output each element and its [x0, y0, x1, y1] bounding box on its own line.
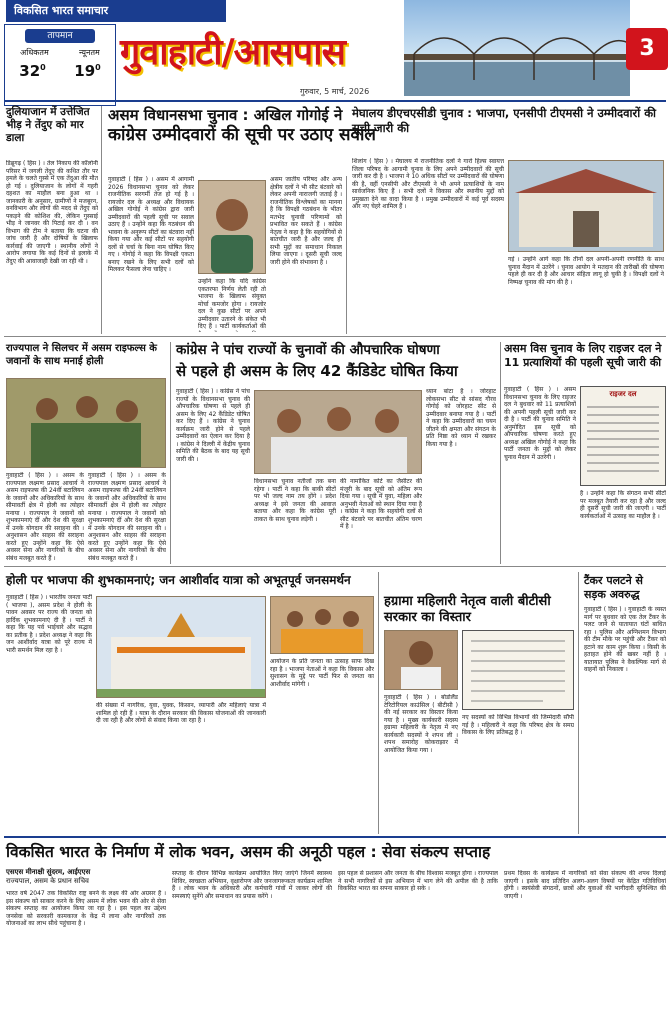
article-gogoi-body-1: गुवाहाटी ( हिंस ) । असम में आगामी 2026 विधानसभा चुनाव को लेकर राजनीतिक सरगर्मी तेज हो गई है । रायजोर दल के अध्यक्ष और विधायक अखिल गोगोई ने कांग्रेस द्वारा जारी उम्मीदवारों की पहली सूची पर सवाल उठाए हैं । उन्होंने कहा कि गठबंधन की भावना के अनुरूप सीटों का बंटवारा नहीं किया गया और कई सीटों पर सहयोगी दलों से चर्चा के बिना नाम घोषित किए गए । गोगोई ने कहा कि विपक्षी एकता बनाए रखने के लिए सभी दलों को मिलकर फैसला लेना चाहिए ।	[108, 176, 194, 273]
article-btc-headline: हग्रामा महिलारी नेतृत्व वाली बीटीसी सरकार का विस्तार	[384, 594, 551, 625]
article-gogoi-headline-1: असम विधानसभा चुनाव : अखिल गोगोई ने	[108, 106, 343, 124]
btc-notice-image	[462, 630, 574, 710]
article-congress-body-2: विधानसभा चुनाव नतीजों तक बना रहेगा । पार्टी ने कहा कि बाकी सीटों पर भी जल्द नाम तय होंगे । प्रदेश अध्यक्ष ने इसे जनता की आवाज बताया और कहा कि कांग्रेस पूरी ताकत के साथ चुनाव लड़ेगी ।	[254, 478, 336, 523]
article-congress-body-4: ध्यान बांटा है । जोरहाट लोकसभा सीट से सांसद गौरव गोगोई को जोरहाट सीट से उम्मीदवार बनाया गया है । पार्टी ने कहा कि उम्मीदवारों का चयन जीतने की क्षमता और संगठन के प्रति निष्ठा को ध्यान में रखकर किया गया है ।	[426, 388, 496, 448]
article-gogoi-headline-2: कांग्रेस उम्मीदवारों की सूची पर उठाए सवाल	[108, 125, 376, 145]
column-rule	[378, 572, 379, 834]
article-governor-body: गुवाहाटी ( हिंस ) । असम के राज्यपाल लक्ष्मण प्रसाद आचार्य ने असम राइफल्स की 24वीं बटालियन के जवानों और अधिकारियों के साथ सीमावर्ती क्षेत्र में होली का त्योहार मनाया । राज्यपाल ने जवानों को शुभकामनाएं दीं और देश की सुरक्षा में उनके योगदान की सराहना की । अनुशासन और साहस की सराहना करते हुए उन्होंने कहा कि ऐसे अवसर सेना और नागरिकों के बीच संबंध मजबूत करते हैं ।	[6, 472, 84, 562]
article-bjp-body-3: आयोजन के प्रति जनता का उत्साह साफ दिख रहा है । भाजपा नेताओं ने कहा कि विकास और सुशासन के मुद्दे पर पार्टी फिर से जनता का आशीर्वाद मांगेगी ।	[270, 658, 374, 688]
article-governor-headline: राज्यपाल ने सिलचर में असम राइफल्स के जवानों के साथ मनाई होली	[6, 343, 157, 367]
governor-photo	[6, 378, 166, 468]
bridge-photo	[404, 0, 630, 96]
article-gogoi-body-2: उन्होंने कहा कि यदि कांग्रेस एकतरफा निर्णय लेती रही तो भाजपा के खिलाफ संयुक्त मोर्चा कमजोर होगा । रायजोर दल ने कुछ सीटों पर अपने उम्मीदवार उतारने के संकेत भी दिए हैं । पार्टी कार्यकर्ताओं की	[198, 278, 266, 330]
bjp-building-photo	[96, 596, 266, 698]
notice-title: राइजर दल	[609, 390, 637, 398]
max-temp: $32^0$	[19, 62, 46, 80]
weather-title: तापमान	[25, 29, 95, 43]
min-label: न्यूनतम	[79, 48, 100, 57]
meghalaya-building-photo	[508, 160, 664, 252]
column-rule	[578, 572, 579, 834]
article-meghalaya-headline: मेघालय डीएचएसीडी चुनाव : भाजपा, एनसीपी टीएमसी ने उम्मीदवारों की सूची जारी की	[352, 106, 657, 135]
article-btc-body-2: नए सदस्यों को विभिन्न विभागों की जिम्मेदारी सौंपी गई है । महिलारी ने कहा कि परिषद क्षेत्र के समग्र विकास के लिए प्रतिबद्ध है ।	[462, 714, 574, 736]
article-congress-headline-2: से पहले ही असम के लिए 42 कैंडिडेट घोषित किया	[176, 362, 458, 380]
article-lokbhavan-body-2: सप्ताह के दौरान विभिन्न कार्यक्रम आयोजित किए जाएंगे जिनमें स्वास्थ्य शिविर, स्वच्छता अभियान, वृक्षारोपण और जनजागरूकता कार्यक्रम शामिल हैं । लोक भवन के अधिकारी और कर्मचारी गांवों में जाकर लोगों की समस्याएं सुनेंगे और समाधान का प्रयास करेंगे ।	[172, 870, 332, 900]
section-rule	[4, 336, 666, 337]
article-lokbhavan-byline: एसएस मीनाक्षी सुंदरम, आईएएस राज्यपाल, असम के प्रधान सचिव	[6, 868, 91, 885]
column-rule	[101, 106, 102, 334]
article-raijor-body: गुवाहाटी ( हिंस ) । असम विधानसभा चुनाव के लिए राइजर दल ने बुधवार को 11 प्रत्याशियों की अपनी पहली सूची जारी कर दी है । पार्टी की चुनाव समिति ने अनुमोदित इस सूची को औपचारिक घोषणा करते हुए अध्यक्ष अखिल गोगोई ने कहा कि पार्टी जनता के मुद्दों को लेकर चुनाव मैदान में उतरेगी ।	[504, 386, 576, 461]
article-raijor-headline: असम विस चुनाव के लिए राइजर दल ने 11 प्रत्याशियों की पहली सूची जारी की	[504, 342, 662, 369]
section-rule	[4, 566, 666, 567]
column-rule	[500, 342, 501, 564]
newspaper-logo: गुवाहाटी/आसपास	[120, 32, 345, 73]
page-number: 3	[626, 28, 668, 70]
max-label: अधिकतम	[20, 48, 49, 57]
article-bjp-body-1: गुवाहाटी ( हिंस ) । भारतीय जनता पार्टी ( भाजपा ), असम प्रदेश ने होली के पावन अवसर पर राज्य की जनता को हार्दिक शुभकामनाएं दी हैं । पार्टी ने कहा कि यह पर्व भाईचारे और सद्भाव का प्रतीक है । प्रदेश अध्यक्ष ने कहा कि जन आशीर्वाद यात्रा को पूरे राज्य में भारी समर्थन मिल रहा है ।	[6, 594, 92, 654]
notice-lines	[581, 399, 665, 483]
article-governor-body-cont: गुवाहाटी ( हिंस ) । असम के राज्यपाल लक्ष्मण प्रसाद आचार्य ने असम राइफल्स की 24वीं बटालियन के जवानों और अधिकारियों के साथ सीमावर्ती क्षेत्र में होली का त्योहार मनाया । राज्यपाल ने जवानों को शुभकामनाएं दीं और देश की सुरक्षा में उनके योगदान की सराहना की । अनुशासन और साहस की सराहना करते हुए उन्होंने कहा कि ऐसे अवसर सेना और नागरिकों के बीच संबंध मजबूत करते हैं ।	[88, 472, 166, 562]
congress-leaders-photo	[254, 390, 422, 474]
btc-leader-photo	[384, 630, 458, 690]
article-bjp-body-2: की संख्या में नागरिक, युवा, युवक, किसान, व्यापारी और महिलाएं यात्रा में शामिल हो रही हैं । यात्रा के दौरान सरकार की विकास योजनाओं की जानकारी दी जा रही है और लोगों से संवाद किया जा रहा है ।	[96, 702, 266, 724]
article-gogoi-body-3: असम जातीय परिषद और अन्य क्षेत्रीय दलों ने भी सीट बंटवारे को लेकर अपनी नाराजगी जताई है । राजनीतिक विश्लेषकों का मानना है कि विपक्षी गठबंधन के भीतर मतभेद चुनावी परिणामों को प्रभावित कर सकते हैं । कांग्रेस नेतृत्व ने कहा है कि सहयोगियों से बातचीत जारी है और जल्द ही सभी मुद्दों का समाधान निकाल लिया जाएगा । दूसरी सूची जल्द जारी होने की संभावना है ।	[270, 176, 342, 266]
article-leopard-body: डिब्रूगढ़ ( हिंस ) । तेल निकाय की कॉलोनी परिसर में जगली तेंदुए की कथित तौर पर हमले के चलते गुस्से में एक तेंदुआ की मौत हो गई । दुलियाजान के लोगों में गहरी दहशत का माहौल बना हुआ था । जानकारी के अनुसार, ग्रामीणों ने मजबूरन, वनविभाग और लोगों की मदद से तेंदुए को पकड़ने की कोशिश की, लेकिन गुस्साई भीड़ ने जानवर की पिटाई कर दी । वन विभाग की टीम ने बताया कि घटना की जांच जारी है और दोषियों के खिलाफ कार्रवाई की जाएगी । स्थानीय लोगों ने आरोप लगाया कि कई दिनों से इलाके में तेंदुए की आवाजाही देखी जा रही थी ।	[6, 160, 98, 265]
article-tanker-body: गुवाहाटी ( हिंस ) । गुवाहाटी के व्यस्त मार्ग पर बुधवार को एक तेल टैंकर के पलट जाने से यातायात घंटों बाधित रहा । पुलिस और अग्निशमन विभाग की टीम मौके पर पहुंची और टैंकर को हटाने का काम शुरू किया । किसी के हताहत होने की खबर नहीं है । यातायात पुलिस ने वैकल्पिक मार्ग से वाहनों को निकाला ।	[584, 606, 666, 673]
column-rule	[346, 176, 347, 334]
bridge-illustration	[404, 0, 630, 96]
raijor-notice-image	[580, 386, 666, 486]
dateline: गुरुवार, 5 मार्च, 2026	[300, 87, 370, 96]
article-lokbhavan-body-4: प्रथम दिवस के कार्यक्रम में नागरिकों को सेवा संकल्प की शपथ दिलाई जाएगी । इसके बाद प्रतिदिन अलग-अलग विषयों पर केंद्रित गतिविधियां होंगी । स्वयंसेवी संगठनों, छात्रों और युवाओं की भागीदारी सुनिश्चित की जाएगी ।	[504, 870, 666, 900]
section-rule	[4, 836, 666, 838]
article-congress-body-3: की नामांकित कोर्ट का जैसीटर की मंजूरी के बाद सूची को अंतिम रूप दिया गया । सूची में युवा, महिला और अनुभवी नेताओं को स्थान दिया गया है । कांग्रेस ने कहा कि सहयोगी दलों से सीट बंटवारे पर बातचीत अंतिम चरण में है ।	[340, 478, 422, 530]
article-meghalaya-body-2: गई । उन्होंने आगे कहा कि तीनों दल अपनी-अपनी रणनीति के साथ चुनाव मैदान में उतरेंगे । चुनाव आयोग ने मतदान की तारीखों की घोषणा पहले ही कर दी है और आचार संहिता लागू हो चुकी है । विपक्षी दलों ने निष्पक्ष चुनाव की मांग की है ।	[508, 256, 664, 286]
article-bjp-headline: होली पर भाजपा की शुभकामनाएं; जन आशीर्वाद यात्रा को अभूतपूर्व जनसमर्थन	[6, 573, 351, 587]
gogoi-photo	[198, 180, 266, 274]
article-lokbhavan-body-3: इस पहल से प्रशासन और जनता के बीच विश्वास मजबूत होगा । राज्यपाल ने सभी नागरिकों से इस अभियान में भाग लेने की अपील की है ताकि विकसित भारत का सपना साकार हो सके ।	[338, 870, 498, 892]
min-temp: $19^0$	[74, 62, 101, 80]
article-btc-body-1: गुवाहाटी ( हिंस ) । बोडोलैंड टेरिटोरियल काउंसिल ( बीटीसी ) की नई सरकार का विस्तार किया गया है । मुख्य कार्यकारी सदस्य हग्रामा महिलारी के नेतृत्व में नए कार्यकारी सदस्यों ने शपथ ली । शपथ समारोह कोकराझार में आयोजित किया गया ।	[384, 694, 458, 754]
article-tanker-headline: टैंकर पलटने से सड़क अवरुद्ध	[584, 574, 643, 601]
article-congress-body-1: गुवाहाटी ( हिंस ) । कांग्रेस ने पांच राज्यों के विधानसभा चुनाव की औपचारिक घोषणा से पहले ही असम के लिए 42 कैंडिडेट घोषित कर दिए हैं । कांग्रेस ने चुनाव कार्यक्रम जारी होने से पहले उम्मीदवारों का ऐलान कर दिया है । कांग्रेस ने दिल्ली में केंद्रीय चुनाव समिति की बैठक के बाद यह सूची जारी की ।	[176, 388, 250, 463]
bjp-rally-photo	[270, 596, 374, 654]
article-congress-headline-1: कांग्रेस ने पांच राज्यों के चुनावों की औपचारिक घोषणा	[176, 342, 440, 358]
article-leopard-headline: दुलियाजान में उत्तेजित भीड़ ने तेंदुए को मार डाला	[6, 106, 90, 144]
masthead-divider	[4, 100, 666, 102]
article-lokbhavan-body-1: भारत वर्ष 2047 तक विकसित राष्ट्र बनने के लक्ष्य की ओर अग्रसर है । इस संकल्प को साकार करने के लिए असम में लोक भवन की ओर से सेवा संकल्प सप्ताह का आयोजन किया जा रहा है । इस पहल का उद्देश्य जनसेवा को सरकारी कामकाज के केंद्र में लाना और नागरिकों तक योजनाओं का लाभ सीधे पहुंचाना है ।	[6, 890, 166, 927]
column-rule	[170, 342, 171, 564]
article-lokbhavan-headline: विकसित भारत के निर्माण में लोक भवन, असम की अनूठी पहल : सेवा संकल्प सप्ताह	[6, 843, 491, 861]
weather-box	[4, 24, 116, 106]
article-meghalaya-body-1: शिलांग ( हिंस ) । मेघालय में राजनीतिक दलों ने गारो हिल्स स्वायत्त जिला परिषद के आगामी चुनाव के लिए अपने उम्मीदवारों की सूची जारी कर दी है । भाजपा ने 10 अधिक सीटों पर उम्मीदवारों की घोषणा की है, वहीं एनसीपी और टीएमसी ने भी अपने प्रत्याशियों के नाम सार्वजनिक किए हैं । सभी दलों ने विकास और स्थानीय मुद्दों को प्रमुखता देने का वादा किया है । प्रमुख उम्मीदवारों में कई पूर्व सदस्य और नए चेहरे शामिल हैं ।	[352, 158, 504, 210]
article-raijor-body-2: है । उन्होंने कहा कि संगठन सभी सीटों पर मजबूत तैयारी कर रहा है और जल्द ही दूसरी सूची जारी की जाएगी । पार्टी कार्यकर्ताओं में उत्साह का माहौल है ।	[580, 490, 666, 520]
brand-banner: विकसित भारत समाचार	[6, 0, 226, 22]
